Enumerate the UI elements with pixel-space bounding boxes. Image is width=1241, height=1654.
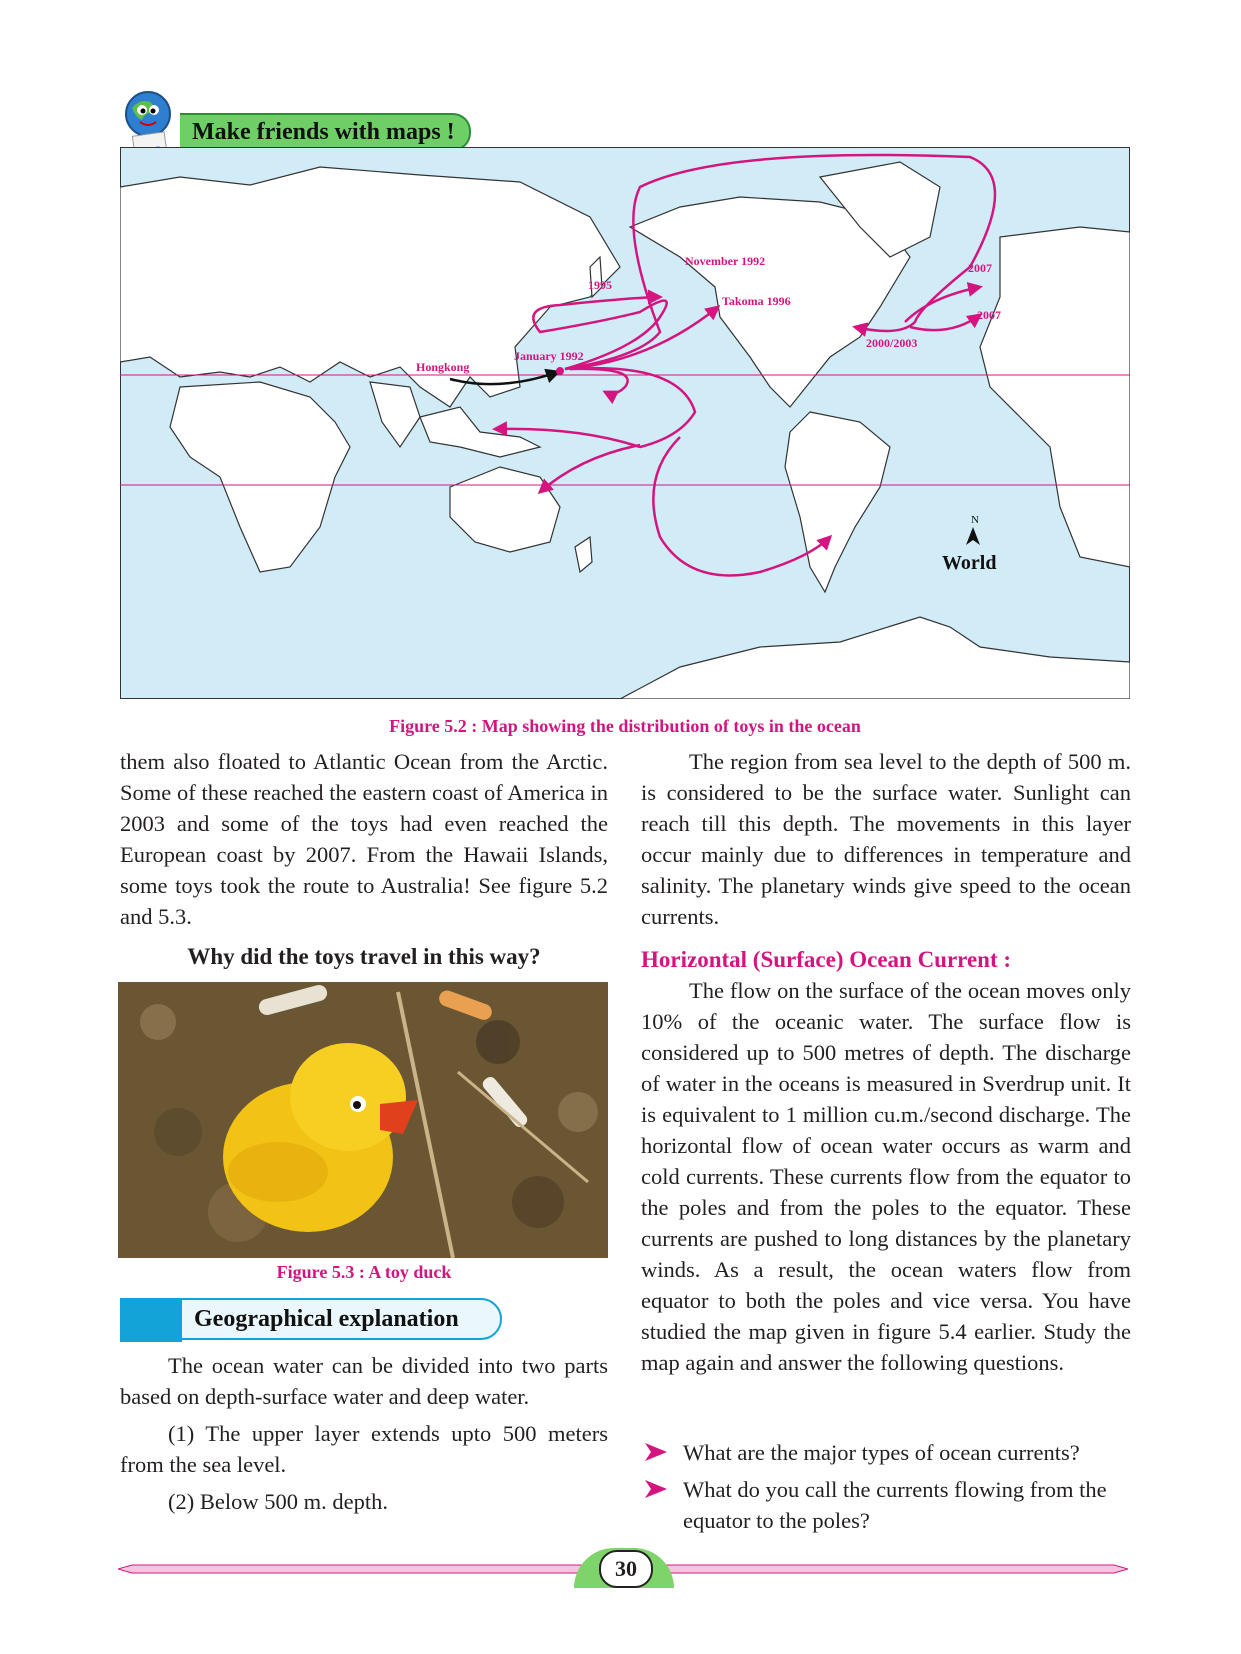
label-november-1992: November 1992 xyxy=(685,254,766,268)
arrow-bullet-icon xyxy=(645,1480,667,1498)
left-item-2: (2) Below 500 m. depth. xyxy=(168,1489,388,1514)
geo-heading-bar xyxy=(120,1298,182,1342)
horizontal-current-heading: Horizontal (Surface) Ocean Current : xyxy=(641,947,1012,972)
north-label: N xyxy=(971,514,979,526)
left-column-top xyxy=(120,746,608,932)
right-paragraph-2: The flow on the surface of the ocean moves only 10% of the oceanic water. The surface flow is considered up to 500 metres of depth. The discharge of water in the oceans is measured in Sverdrup unit. It is equivalent to 1 million cu.m./second discharge. The horizontal flow of ocean water occurs as warm and cold currents. These currents flow from the equator to the poles and from the poles to the equator. These currents are pushed to long distances by the planetary winds. As a result, the ocean waters flow from equator to both the poles and vice versa. You have studied the map given in figure 5.4 earlier. Study the map again and answer the following questions. xyxy=(641,978,1131,1375)
label-hongkong: Hongkong xyxy=(416,360,470,374)
figure-5-2-caption: Figure 5.2 : Map showing the distribution of toys in the ocean xyxy=(389,716,861,736)
bullet-item xyxy=(641,1437,1131,1468)
left-paragraph-1: them also floated to Atlantic Ocean from the Arctic. Some of these reached the eastern coast of America in 2003 and some of the toys had even reached the European coast by 2007. From the Hawaii Islands, some toys took the route to Australia! See figure 5.2 and 5.3. xyxy=(120,749,608,929)
toy-duck-photo xyxy=(118,982,608,1258)
arrow-bullet-icon xyxy=(645,1443,667,1461)
question-bullets xyxy=(641,1437,1131,1542)
label-takoma-1996: Takoma 1996 xyxy=(722,294,791,308)
start-point-marker xyxy=(556,367,564,375)
bullet-item xyxy=(641,1474,1131,1536)
question-heading: Why did the toys travel in this way? xyxy=(187,944,541,969)
left-column-bottom xyxy=(120,1350,608,1523)
map-title-world: World xyxy=(942,552,997,574)
left-item-1: (1) The upper layer extends upto 500 meters from the sea level. xyxy=(120,1421,608,1477)
label-1995: 1995 xyxy=(588,278,612,292)
figure-5-3-caption: Figure 5.3 : A toy duck xyxy=(276,1262,452,1282)
geo-heading xyxy=(180,1298,502,1340)
world-toy-route-map xyxy=(120,147,1130,699)
right-column xyxy=(641,746,1131,1378)
left-paragraph-2: The ocean water can be divided into two parts based on depth-surface water and deep water. xyxy=(120,1353,608,1409)
geo-heading-text: Geographical explanation xyxy=(194,1305,459,1332)
label-january-1992: January 1992 xyxy=(514,349,584,363)
right-paragraph-1: The region from sea level to the depth of 500 m. is considered to be the surface water. Sunlight can reach till this depth. The movements in this layer occur mainly due to differences in temperature and salinity. The planetary winds give speed to the ocean currents. xyxy=(641,749,1131,929)
label-2007-top: 2007 xyxy=(968,261,992,275)
label-2000-2003: 2000/2003 xyxy=(866,336,918,350)
bullet-text: What are the major types of ocean currents? xyxy=(683,1440,1080,1465)
bullet-text: What do you call the currents flowing from the equator to the poles? xyxy=(683,1477,1107,1533)
banner-text: Make friends with maps ! xyxy=(192,118,455,145)
label-2007-bottom: 2007 xyxy=(977,308,1001,322)
section-banner xyxy=(180,113,471,151)
page-number: 30 xyxy=(599,1550,653,1588)
